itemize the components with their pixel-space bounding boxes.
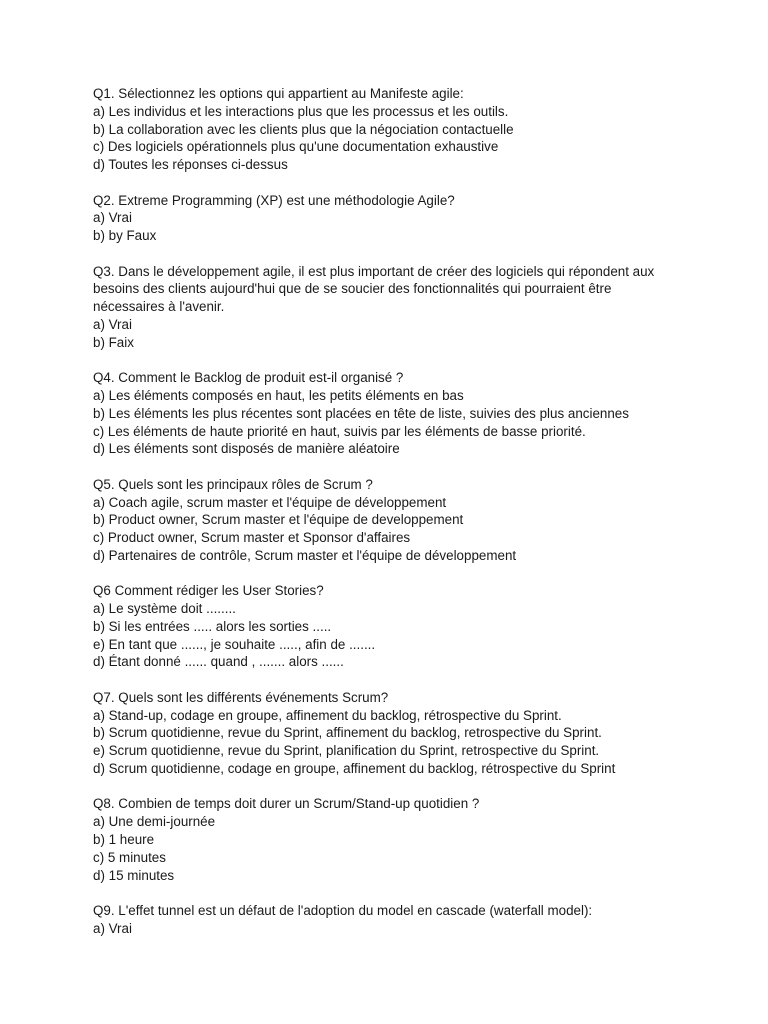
question-9 <box>93 902 733 938</box>
answer-option: b) by Faux <box>93 228 157 244</box>
answer-option: d) Étant donné ...... quand , ....... alors ...... <box>93 654 344 670</box>
question-4 <box>93 369 733 458</box>
answer-option: b) Si les entrées ..... alors les sorties ..... <box>93 618 332 634</box>
answer-option: a) Le système doit ........ <box>93 601 236 617</box>
answer-option: a) Vrai <box>93 210 132 226</box>
answer-option: d) Scrum quotidienne, codage en groupe, affinement du backlog, rétrospective du Sprint <box>93 761 616 777</box>
question-title: Q7. Quels sont les différents événements Scrum? <box>93 689 389 705</box>
question-title: Q2. Extreme Programming (XP) est une méthodologie Agile? <box>93 192 455 208</box>
answer-option: e) En tant que ......, je souhaite ....., afin de ....... <box>93 636 376 652</box>
question-title: Q1. Sélectionnez les options qui appartient au Manifeste agile: <box>93 86 464 101</box>
answer-option: a) Une demi-journée <box>93 814 216 830</box>
answer-option: a) Les éléments composés en haut, les petits éléments en bas <box>93 387 464 403</box>
question-6 <box>93 582 733 671</box>
answer-option: b) Scrum quotidienne, revue du Sprint, affinement du backlog, retrospective du Sprint. <box>93 725 602 741</box>
answer-option: c) Les éléments de haute priorité en haut, suivis par les éléments de basse priorité. <box>93 423 586 439</box>
answer-option: a) Coach agile, scrum master et l'équipe de développement <box>93 494 447 510</box>
answer-option: c) 5 minutes <box>93 849 166 865</box>
answer-option: a) Les individus et les interactions plus que les processus et les outils. <box>93 103 509 119</box>
answer-option: c) Product owner, Scrum master et Sponsor d'affaires <box>93 530 411 546</box>
answer-option: b) Les éléments les plus récentes sont placées en tête de liste, suivies des plus anciennes <box>93 405 629 421</box>
answer-option: b) La collaboration avec les clients plus que la négociation contactuelle <box>93 121 514 137</box>
answer-option: a) Stand-up, codage en groupe, affinement du backlog, rétrospective du Sprint. <box>93 707 562 723</box>
answer-option: a) Vrai <box>93 316 132 332</box>
question-1 <box>93 85 733 174</box>
question-title: Q4. Comment le Backlog de produit est-il organisé ? <box>93 370 404 386</box>
answer-option: b) Faix <box>93 334 134 350</box>
question-title: Q5. Quels sont les principaux rôles de Scrum ? <box>93 476 373 492</box>
quiz-document <box>93 85 733 955</box>
question-5 <box>93 476 733 565</box>
answer-option: d) Toutes les réponses ci-dessus <box>93 157 288 173</box>
question-title: Q8. Combien de temps doit durer un Scrum/Stand-up quotidien ? <box>93 796 480 812</box>
answer-option: b) 1 heure <box>93 832 155 848</box>
answer-option: d) Partenaires de contrôle, Scrum master et l'équipe de développement <box>93 547 517 563</box>
question-8 <box>93 795 733 884</box>
answer-option: d) Les éléments sont disposés de manière aléatoire <box>93 441 400 457</box>
question-title: Q9. L'effet tunnel est un défaut de l'adoption du model en cascade (waterfall model): <box>93 903 593 919</box>
question-2 <box>93 192 733 245</box>
answer-option: e) Scrum quotidienne, revue du Sprint, planification du Sprint, retrospective du Sprint. <box>93 743 600 759</box>
answer-option: c) Des logiciels opérationnels plus qu'une documentation exhaustive <box>93 139 499 155</box>
answer-option: a) Vrai <box>93 920 132 936</box>
question-3 <box>93 263 733 352</box>
question-7 <box>93 689 733 778</box>
question-title: Q6 Comment rédiger les User Stories? <box>93 583 324 599</box>
question-title: Q3. Dans le développement agile, il est plus important de créer des logiciels qui répondent aux besoins des clients aujourd'hui que de se soucier des fonctionnalités qui pourraient être nécessaires à l'avenir. <box>93 263 655 315</box>
answer-option: d) 15 minutes <box>93 867 175 883</box>
answer-option: b) Product owner, Scrum master et l'équipe de developpement <box>93 512 464 528</box>
